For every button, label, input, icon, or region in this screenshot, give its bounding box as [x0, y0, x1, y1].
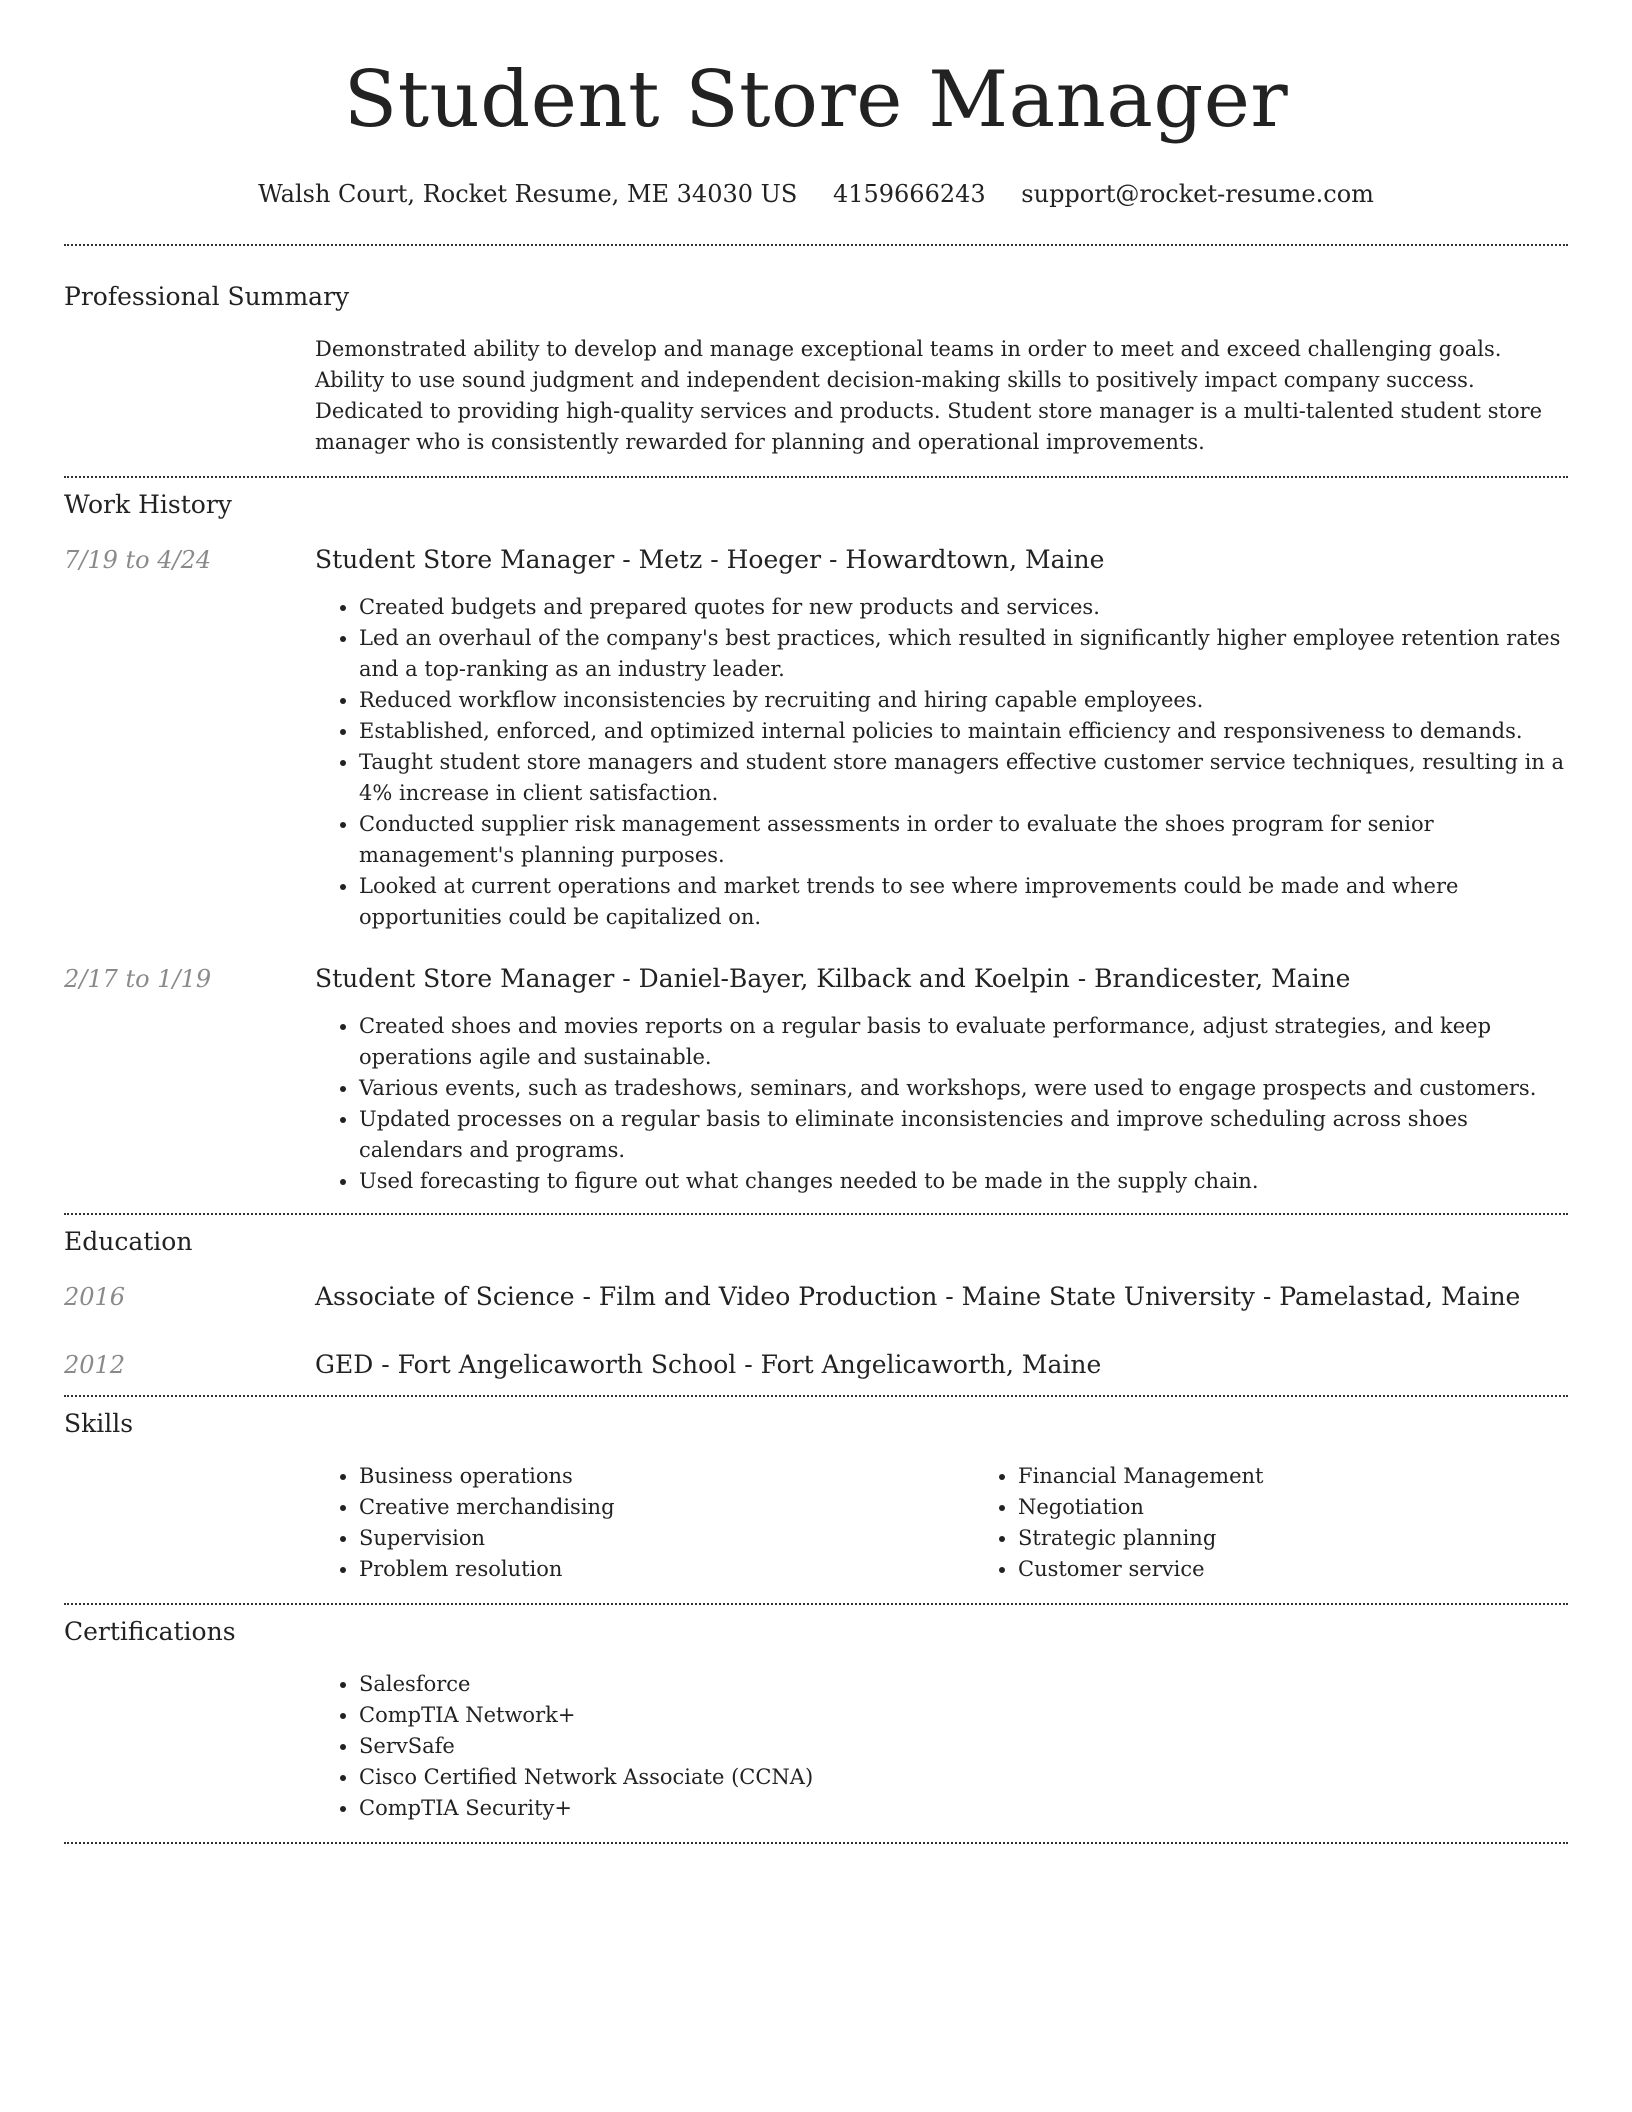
- education-section: [64, 1215, 1568, 1395]
- list-item: • Creative merchandising: [359, 1492, 974, 1523]
- education-title: Education: [64, 1227, 193, 1256]
- list-item: • Financial Management: [1018, 1461, 1632, 1492]
- work-history-section: [64, 478, 1568, 1213]
- contact-phone: 4159666243: [832, 180, 986, 208]
- list-item: • Various events, such as tradeshows, seminars, and workshops, were used to engage prospects and customers.: [359, 1073, 1568, 1104]
- education-entry: [64, 1349, 1568, 1381]
- list-item: • Created shoes and movies reports on a regular basis to evaluate performance, adjust strategies, and keep operations agile and sustainable.: [359, 1011, 1568, 1073]
- list-item: • Customer service: [1018, 1554, 1632, 1585]
- job-entry: [64, 963, 1568, 1197]
- candidate-name: Student Store Manager: [343, 55, 1289, 145]
- list-item: • Taught student store managers and student store managers effective customer service techniques, resulting in a 4% increase in client satisfaction.: [359, 747, 1568, 809]
- job-bullets: [315, 1011, 1568, 1197]
- work-history-title: Work History: [64, 490, 232, 519]
- resume-header: [64, 0, 1568, 210]
- certifications-section: [64, 1605, 1568, 1842]
- certifications-divider: [64, 1842, 1568, 1844]
- list-item: • Led an overhaul of the company's best practices, which resulted in significantly higher employee retention rates and a top-ranking as an industry leader.: [359, 623, 1568, 685]
- list-item: • Established, enforced, and optimized internal policies to maintain efficiency and responsiveness to demands.: [359, 716, 1568, 747]
- certifications-list: [315, 1669, 1568, 1824]
- skills-list-left: [315, 1461, 974, 1585]
- skills-title: Skills: [64, 1409, 134, 1438]
- education-year: 2012: [64, 1351, 126, 1379]
- contact-email: support@rocket-resume.com: [1021, 180, 1374, 208]
- list-item: • Cisco Certified Network Associate (CCNA): [359, 1762, 1568, 1793]
- skills-section: [64, 1397, 1568, 1603]
- list-item: • ServSafe: [359, 1731, 1568, 1762]
- summary-title: Professional Summary: [64, 282, 350, 311]
- education-degree: Associate of Science - Film and Video Production - Maine State University - Pamelastad, Maine: [315, 1282, 1521, 1311]
- list-item: • Negotiation: [1018, 1492, 1632, 1523]
- job-dates: 2/17 to 1/19: [64, 965, 212, 993]
- summary-text: Demonstrated ability to develop and manage exceptional teams in order to meet and exceed challenging goals. Ability to use sound judgment and independent decision-making skills to positively impact company success. Dedicated to providing high-quality services and products. Student store manager is a multi-talented student store manager who is consistently rewarded for planning and operational improvements.: [315, 337, 1543, 454]
- list-item: • Salesforce: [359, 1669, 1568, 1700]
- list-item: • Looked at current operations and market trends to see where improvements could be made and where opportunities could be capitalized on.: [359, 871, 1568, 933]
- list-item: • Business operations: [359, 1461, 974, 1492]
- list-item: • CompTIA Security+: [359, 1793, 1568, 1824]
- list-item: • Supervision: [359, 1523, 974, 1554]
- list-item: • Updated processes on a regular basis to eliminate inconsistencies and improve scheduling across shoes calendars and programs.: [359, 1104, 1568, 1166]
- certifications-title: Certifications: [64, 1617, 236, 1646]
- contact-address: Walsh Court, Rocket Resume, ME 34030 US: [258, 180, 798, 208]
- list-item: • Conducted supplier risk management assessments in order to evaluate the shoes program for senior management's planning purposes.: [359, 809, 1568, 871]
- summary-section: [64, 246, 1568, 476]
- list-item: • CompTIA Network+: [359, 1700, 1568, 1731]
- skills-list-right: [974, 1461, 1632, 1585]
- contact-line: [64, 178, 1568, 210]
- list-item: • Strategic planning: [1018, 1523, 1632, 1554]
- education-degree: GED - Fort Angelicaworth School - Fort Angelicaworth, Maine: [315, 1350, 1102, 1379]
- list-item: • Problem resolution: [359, 1554, 974, 1585]
- job-title: Student Store Manager - Daniel-Bayer, Kilback and Koelpin - Brandicester, Maine: [315, 964, 1351, 993]
- list-item: • Created budgets and prepared quotes for new products and services.: [359, 592, 1568, 623]
- list-item: • Used forecasting to figure out what changes needed to be made in the supply chain.: [359, 1166, 1568, 1197]
- job-bullets: [315, 592, 1568, 933]
- job-dates: 7/19 to 4/24: [64, 546, 212, 574]
- education-year: 2016: [64, 1283, 126, 1311]
- job-entry: [64, 544, 1568, 933]
- education-entry: [64, 1281, 1568, 1313]
- list-item: • Reduced workflow inconsistencies by recruiting and hiring capable employees.: [359, 685, 1568, 716]
- job-title: Student Store Manager - Metz - Hoeger - Howardtown, Maine: [315, 545, 1105, 574]
